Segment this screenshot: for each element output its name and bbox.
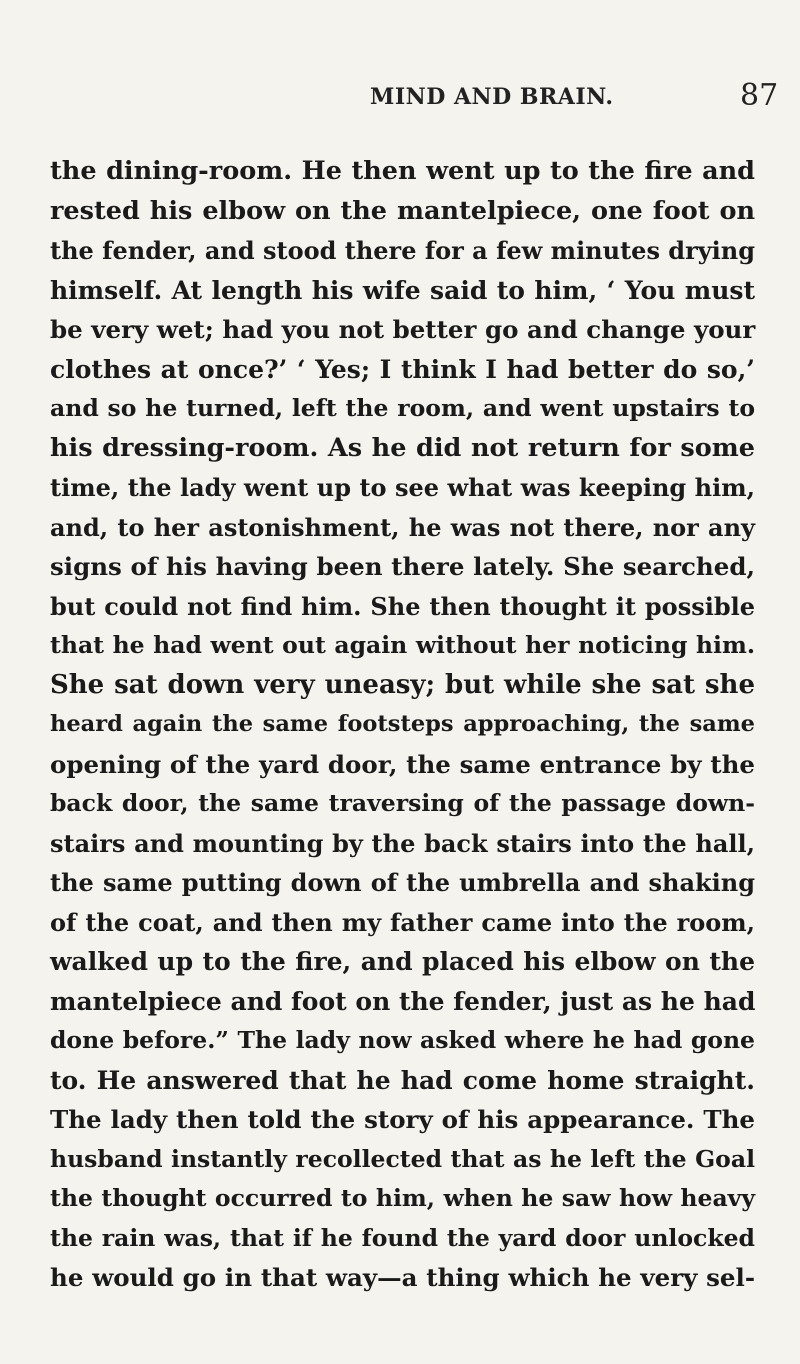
text-line: rested his elbow on the mantelpiece, one foot on bbox=[50, 195, 755, 226]
text-line: back door, the same traversing of the passage down- bbox=[50, 789, 755, 817]
text-line: of the coat, and then my father came into the room, bbox=[50, 907, 755, 937]
text-line: walked up to the fire, and placed his elbow on the bbox=[50, 947, 755, 976]
running-title: MIND AND BRAIN. bbox=[370, 84, 614, 110]
text-line: signs of his having been there lately. She searched, bbox=[50, 552, 755, 581]
text-line: his dressing-room. As he did not return for some bbox=[50, 432, 755, 463]
body-text bbox=[50, 152, 755, 1298]
text-line: the fender, and stood there for a few minutes drying bbox=[50, 236, 756, 265]
text-line: but could not find him. She then thought it possible bbox=[50, 591, 755, 621]
text-line: clothes at once?’ ‘ Yes; I think I had better do so,’ bbox=[50, 354, 755, 384]
text-line: be very wet; had you not better go and change your bbox=[50, 315, 756, 344]
text-line: the dining-room. He then went up to the fire and bbox=[50, 156, 755, 186]
text-line: done before.” The lady now asked where he had gone bbox=[50, 1026, 755, 1054]
text-line: heard again the same footsteps approaching, the same bbox=[50, 711, 755, 737]
text-line: that he had went out again without her noticing him. bbox=[50, 631, 755, 659]
text-line: the same putting down of the umbrella and shaking bbox=[50, 868, 755, 897]
text-line: and, to her astonishment, he was not there, nor any bbox=[50, 512, 755, 542]
text-line: and so he turned, left the room, and went upstairs to bbox=[50, 394, 755, 422]
text-line: himself. At length his wife said to him, ‘ You must bbox=[50, 275, 755, 305]
text-line: to. He answered that he had come home straight. bbox=[50, 1065, 755, 1095]
text-line: time, the lady went up to see what was keeping him, bbox=[50, 473, 755, 502]
text-line: he would go in that way—a thing which he very sel- bbox=[50, 1263, 755, 1292]
text-line: stairs and mounting by the back stairs into the hall, bbox=[50, 828, 755, 858]
page-number: 87 bbox=[740, 78, 779, 113]
text-line: opening of the yard door, the same entrance by the bbox=[50, 749, 755, 779]
text-line: mantelpiece and foot on the fender, just as he had bbox=[50, 986, 756, 1016]
text-line: The lady then told the story of his appearance. The bbox=[50, 1105, 755, 1134]
running-head bbox=[0, 78, 800, 124]
text-line: husband instantly recollected that as he left the Goal bbox=[50, 1144, 755, 1173]
text-line: She sat down very uneasy; but while she sat she bbox=[50, 669, 755, 700]
text-line: the thought occurred to him, when he saw how heavy bbox=[50, 1184, 755, 1212]
text-line: the rain was, that if he found the yard door unlocked bbox=[50, 1223, 755, 1252]
